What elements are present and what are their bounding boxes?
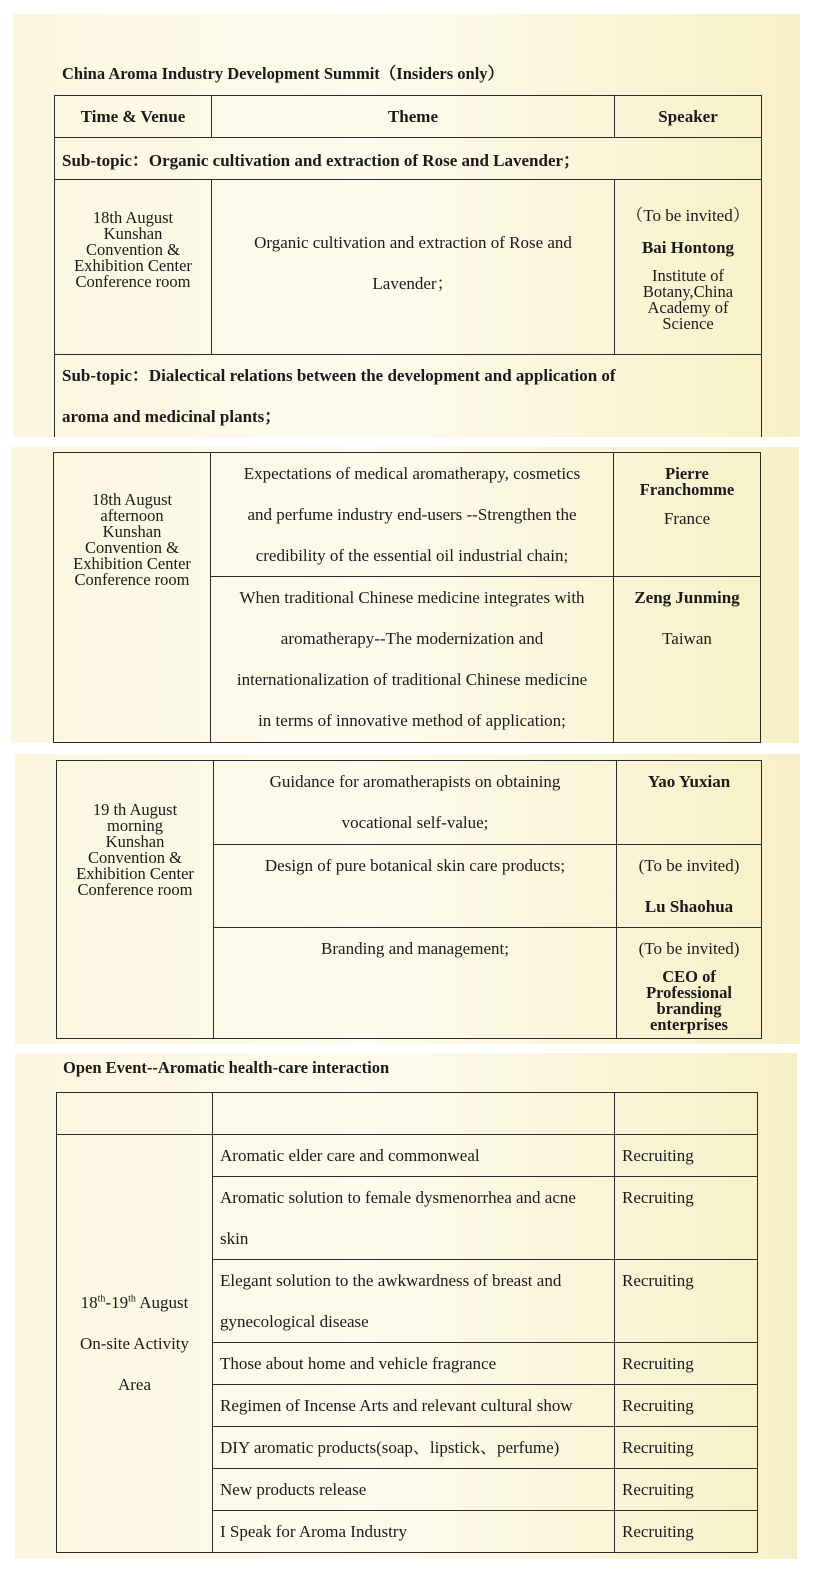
empty-header-cell (213, 1093, 615, 1135)
afternoon-theme-2: When traditional Chinese medicine integrates with aromatherapy--The modernization and internationalization of traditional Chinese medicine in terms of innovative method of application; (211, 577, 614, 743)
speaker-place: Taiwan (662, 629, 712, 648)
subtopic-row (55, 355, 762, 438)
afternoon-speaker-1 (614, 453, 761, 577)
subtopic-1: Sub-topic：Organic cultivation and extraction of Rose and Lavender； (55, 138, 762, 180)
activity-status: Recruiting (615, 1135, 758, 1177)
morning-table (56, 760, 762, 1039)
activity-name: Aromatic elder care and commonweal (213, 1135, 615, 1177)
activity-name: Regimen of Incense Arts and relevant cultural show (213, 1385, 615, 1427)
header-speaker: Speaker (615, 96, 762, 138)
table-header-row (57, 1093, 758, 1135)
speaker-note: （To be invited） (626, 206, 750, 225)
open-event-title: Open Event--Aromatic health-care interaction (63, 1058, 390, 1077)
speaker-name: CEO of Professional branding enterprises (646, 967, 732, 1034)
activity-name: Those about home and vehicle fragrance (213, 1343, 615, 1385)
speaker-name: Bai Hontong (641, 238, 735, 257)
speaker-note: (To be invited) (638, 856, 740, 875)
morning-theme-2: Design of pure botanical skin care products; (214, 845, 617, 928)
subtopic-2: Sub-topic：Dialectical relations between the development and application of aroma and medicinal plants； (55, 355, 762, 438)
activity-status: Recruiting (615, 1343, 758, 1385)
activity-name: New products release (213, 1469, 615, 1511)
session1-venue: 18th August Kunshan Convention & Exhibition Center Conference room (55, 180, 212, 355)
table-row (54, 453, 761, 577)
activity-status: Recruiting (615, 1511, 758, 1553)
morning-speaker-1: Yao Yuxian (617, 761, 762, 845)
open-event-venue: 18th-19th August On-site Activity Area (57, 1135, 213, 1553)
open-event-date: 18th-19th August (80, 1293, 189, 1312)
activity-name: Elegant solution to the awkwardness of breast and gynecological disease (213, 1260, 615, 1343)
summit-table (54, 95, 762, 437)
table-row (55, 180, 762, 355)
activity-name: I Speak for Aroma Industry (213, 1511, 615, 1553)
morning-speaker-2 (617, 845, 762, 928)
afternoon-theme-1: Expectations of medical aromatherapy, cosmetics and perfume industry end-users --Strengthen the credibility of the essential oil industrial chain; (211, 453, 614, 577)
activity-name: Aromatic solution to female dysmenorrhea and acne skin (213, 1177, 615, 1260)
subtopic-row (55, 138, 762, 180)
speaker-name: Zeng Junming (634, 588, 740, 607)
morning-theme-3: Branding and management; (214, 928, 617, 1039)
morning-theme-1: Guidance for aromatherapists on obtaining vocational self-value; (214, 761, 617, 845)
session1-speaker (615, 180, 762, 355)
speaker-org: Institute of Botany,China Academy of Science (642, 266, 734, 333)
activity-status: Recruiting (615, 1260, 758, 1343)
activity-name: DIY aromatic products(soap、lipstick、perfume) (213, 1427, 615, 1469)
header-theme: Theme (212, 96, 615, 138)
morning-venue: 19 th August morning Kunshan Convention & Exhibition Center Conference room (57, 761, 214, 1039)
morning-speaker-3 (617, 928, 762, 1039)
table-header-row (55, 96, 762, 138)
activity-status: Recruiting (615, 1177, 758, 1260)
speaker-note: (To be invited) (638, 939, 740, 958)
speaker-place: France (663, 509, 711, 528)
header-time-venue: Time & Venue (55, 96, 212, 138)
speaker-name: Lu Shaohua (644, 897, 734, 916)
table-row (57, 761, 762, 845)
table-row (57, 1135, 758, 1177)
summit-title: China Aroma Industry Development Summit（Insiders only） (62, 64, 505, 83)
afternoon-speaker-2 (614, 577, 761, 743)
activity-status: Recruiting (615, 1469, 758, 1511)
open-event-table (56, 1092, 758, 1553)
afternoon-venue: 18th August afternoon Kunshan Convention & Exhibition Center Conference room (54, 453, 211, 743)
afternoon-table (53, 452, 761, 743)
empty-header-cell (57, 1093, 213, 1135)
activity-status: Recruiting (615, 1427, 758, 1469)
activity-status: Recruiting (615, 1385, 758, 1427)
speaker-name: Pierre Franchomme (639, 464, 735, 499)
empty-header-cell (615, 1093, 758, 1135)
session1-theme: Organic cultivation and extraction of Rose and Lavender； (212, 180, 615, 355)
